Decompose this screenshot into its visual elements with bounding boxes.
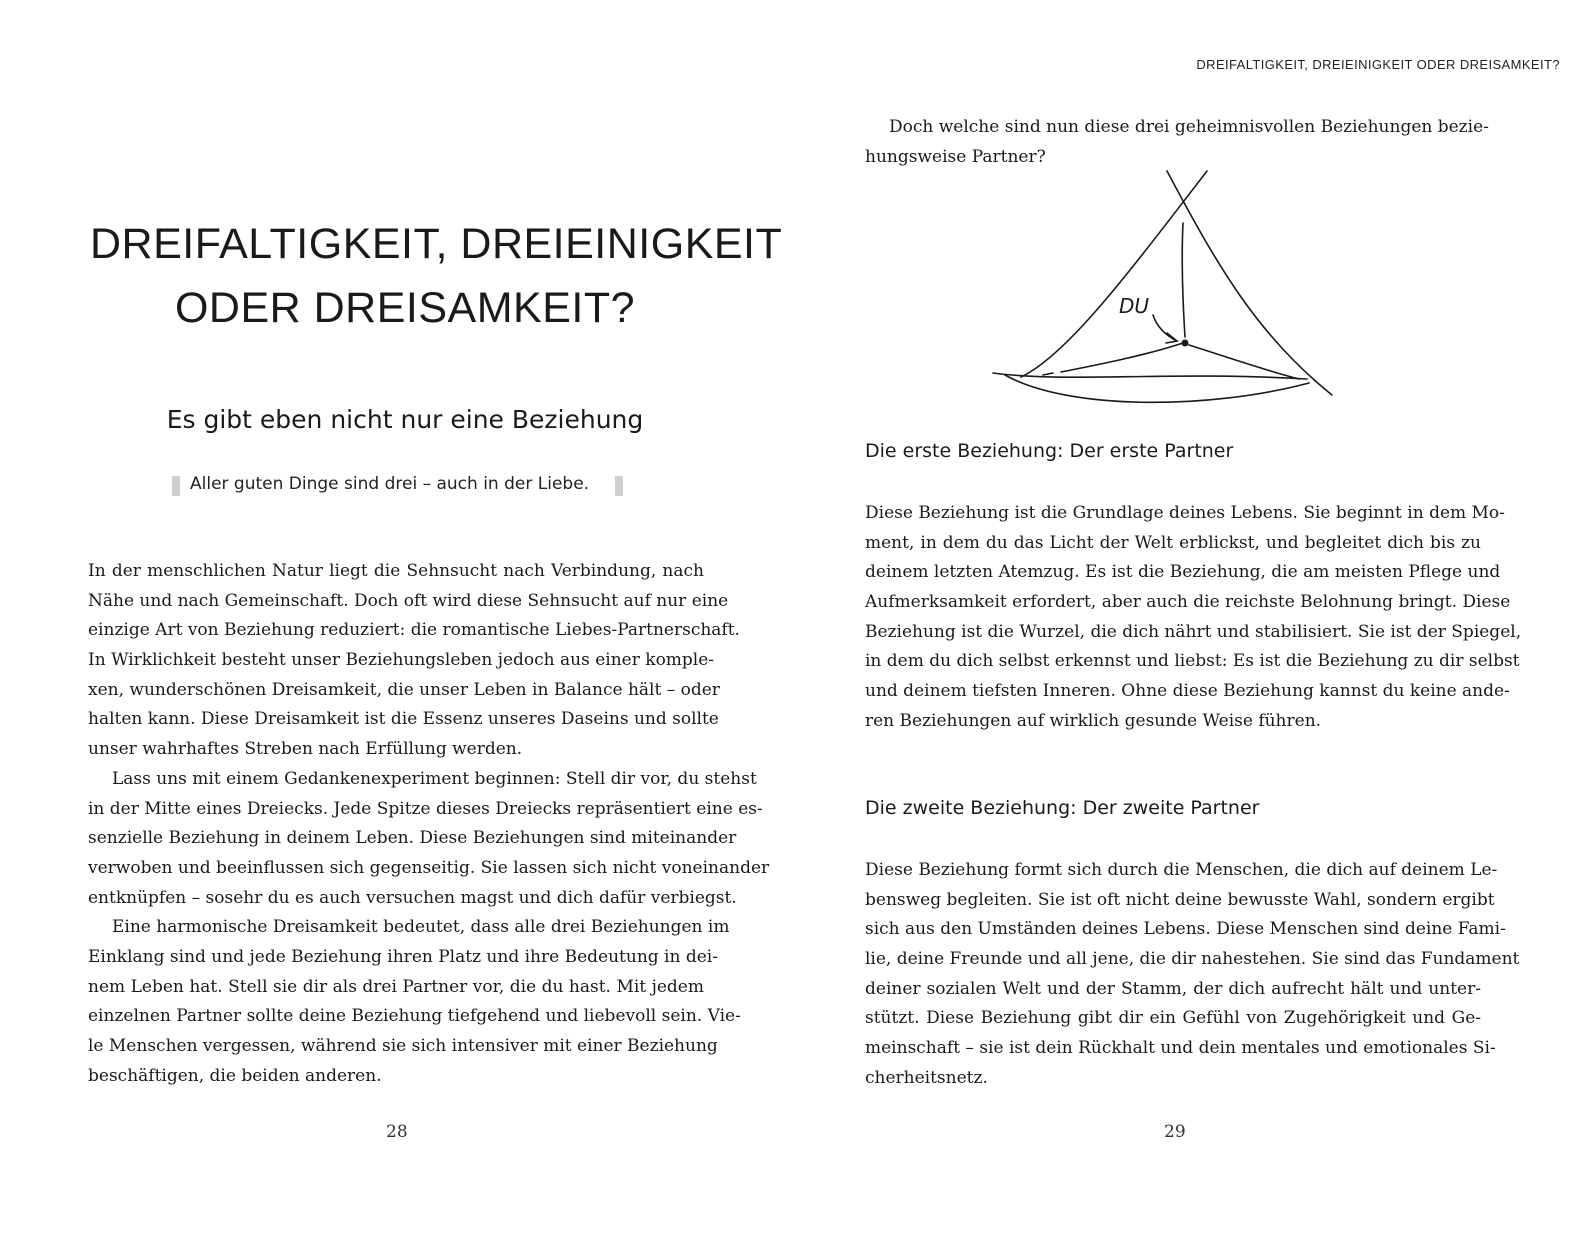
text-line: hungsweise Partner? [865, 146, 1046, 167]
text-line: deiner sozialen Welt und der Stamm, der dich aufrecht hält und unter- [865, 978, 1481, 999]
text-line: halten kann. Diese Dreisamkeit ist die Essenz unseres Daseins und sollte [88, 709, 719, 730]
second-relationship-paragraph [865, 856, 1520, 1094]
sketch-inner-right [1189, 345, 1299, 379]
right-page [797, 0, 1594, 1240]
heading-first-relationship: Die erste Beziehung: Der erste Partner [865, 440, 1234, 462]
left-body-text [88, 557, 770, 1091]
chapter-title [90, 212, 783, 340]
sketch-inner-left [1061, 343, 1183, 372]
paragraph [88, 557, 740, 765]
text-line: ren Beziehungen auf wirklich gesunde Weise führen. [865, 710, 1322, 731]
page-number-left: 28 [386, 1122, 408, 1142]
text-line: Diese Beziehung formt sich durch die Menschen, die dich auf deinem Le- [865, 860, 1498, 880]
text-line: xen, wunderschönen Dreisamkeit, die unser Leben in Balance hält – oder [88, 679, 720, 700]
text-line: le Menschen vergessen, während sie sich intensiver mit einer Beziehung [88, 1036, 718, 1056]
text-line: In der menschlichen Natur liegt die Sehnsucht nach Verbindung, nach [88, 561, 704, 581]
text-line: einzelnen Partner sollte deine Beziehung tiefgehend und liebevoll sein. Vie- [88, 1006, 741, 1027]
heading-second-relationship: Die zweite Beziehung: Der zweite Partner [865, 797, 1260, 819]
text-line: in dem du dich selbst erkennst und liebst: Es ist die Beziehung zu dir selbst [865, 651, 1520, 672]
text-line: Einklang sind und jede Beziehung ihren Platz und ihre Bedeutung in dei- [88, 946, 718, 967]
text-line: einzige Art von Beziehung reduziert: die romantische Liebes-Partnerschaft. [88, 620, 740, 641]
text-line: deinem letzten Atemzug. Es ist die Beziehung, die am meisten Pflege und [865, 562, 1501, 583]
text-line: nem Leben hat. Stell sie dir als drei Partner vor, die du hast. Mit jedem [88, 976, 704, 997]
sketch-inner-dash [1043, 373, 1053, 375]
sketch-inner-vertical [1182, 223, 1185, 337]
text-line: lie, deine Freunde und all jene, die dir nahestehen. Sie sind das Fundament [865, 949, 1520, 970]
sketch-center-dot [1182, 340, 1189, 347]
sketch-base-edge [993, 373, 1307, 379]
running-head: DREIFALTIGKEIT, DREIEINIGKEIT ODER DREISAMKEIT? [1196, 57, 1560, 72]
text-line: entknüpfen – sosehr du es auch versuchen magst und dich dafür verbiegst. [88, 887, 737, 908]
text-line: in der Mitte eines Dreiecks. Jede Spitze dieses Dreiecks repräsentiert eine es- [88, 798, 763, 819]
motto-text: Aller guten Dinge sind drei – auch in der Liebe. [190, 474, 590, 494]
text-line: und deinem tiefsten Inneren. Ohne diese Beziehung kannst du keine ande- [865, 681, 1510, 702]
chapter-title-line: ODER DREISAMKEIT? [174, 284, 636, 332]
triangle-sketch [987, 165, 1347, 415]
text-line: Diese Beziehung ist die Grundlage deines Lebens. Sie beginnt in dem Mo- [865, 503, 1505, 523]
sketch-right-edge [1167, 171, 1332, 395]
text-line: Lass uns mit einem Gedankenexperiment beginnen: Stell dir vor, du stehst [112, 768, 757, 789]
first-relationship-paragraph [865, 499, 1522, 737]
text-line: cherheitsnetz. [865, 1067, 988, 1088]
text-line: ment, in dem du das Licht der Welt erblickst, und begleitet dich bis zu [865, 532, 1481, 553]
paragraph [88, 913, 741, 1091]
text-line: stützt. Diese Beziehung gibt dir ein Gefühl von Zugehörigkeit und Ge- [865, 1008, 1481, 1029]
section-subtitle: Es gibt eben nicht nur eine Beziehung [166, 405, 644, 434]
text-line: Beziehung ist die Wurzel, die dich nährt und stabilisiert. Sie ist der Spiegel, [865, 621, 1522, 642]
quote-bar-right [615, 476, 623, 496]
sketch-left-edge [1021, 171, 1207, 377]
sketch-base-curve [1005, 375, 1309, 402]
text-line: Nähe und nach Gemeinschaft. Doch oft wird diese Sehnsucht auf nur eine [88, 590, 729, 611]
text-line: In Wirklichkeit besteht unser Beziehungsleben jedoch aus einer komple- [88, 650, 715, 671]
quote-bar-left [172, 476, 180, 496]
text-line: verwoben und beeinflussen sich gegenseitig. Sie lassen sich nicht voneinander [88, 857, 770, 878]
chapter-title-line: DREIFALTIGKEIT, DREIEINIGKEIT [90, 220, 783, 268]
text-line: Doch welche sind nun diese drei geheimnisvollen Beziehungen bezie- [889, 117, 1489, 137]
text-line: senzielle Beziehung in deinem Leben. Diese Beziehungen sind miteinander [88, 828, 737, 849]
page-number-right: 29 [1164, 1122, 1186, 1142]
text-line: meinschaft – sie ist dein Rückhalt und dein mentales und emotionales Si- [865, 1038, 1496, 1059]
text-line: beschäftigen, die beiden anderen. [88, 1065, 382, 1086]
intro-paragraph [865, 113, 1489, 172]
paragraph [88, 765, 770, 913]
text-line: bensweg begleiten. Sie ist oft nicht deine bewusste Wahl, sondern ergibt [865, 889, 1495, 910]
text-line: Aufmerksamkeit erfordert, aber auch die reichste Belohnung bringt. Diese [865, 592, 1511, 613]
text-line: sich aus den Umständen deines Lebens. Diese Menschen sind deine Fami- [865, 919, 1506, 940]
text-line: Eine harmonische Dreisamkeit bedeutet, dass alle drei Beziehungen im [112, 917, 730, 938]
motto-quote [172, 470, 632, 498]
sketch-label-du: DU [1119, 294, 1150, 318]
text-line: unser wahrhaftes Streben nach Erfüllung werden. [88, 739, 523, 760]
